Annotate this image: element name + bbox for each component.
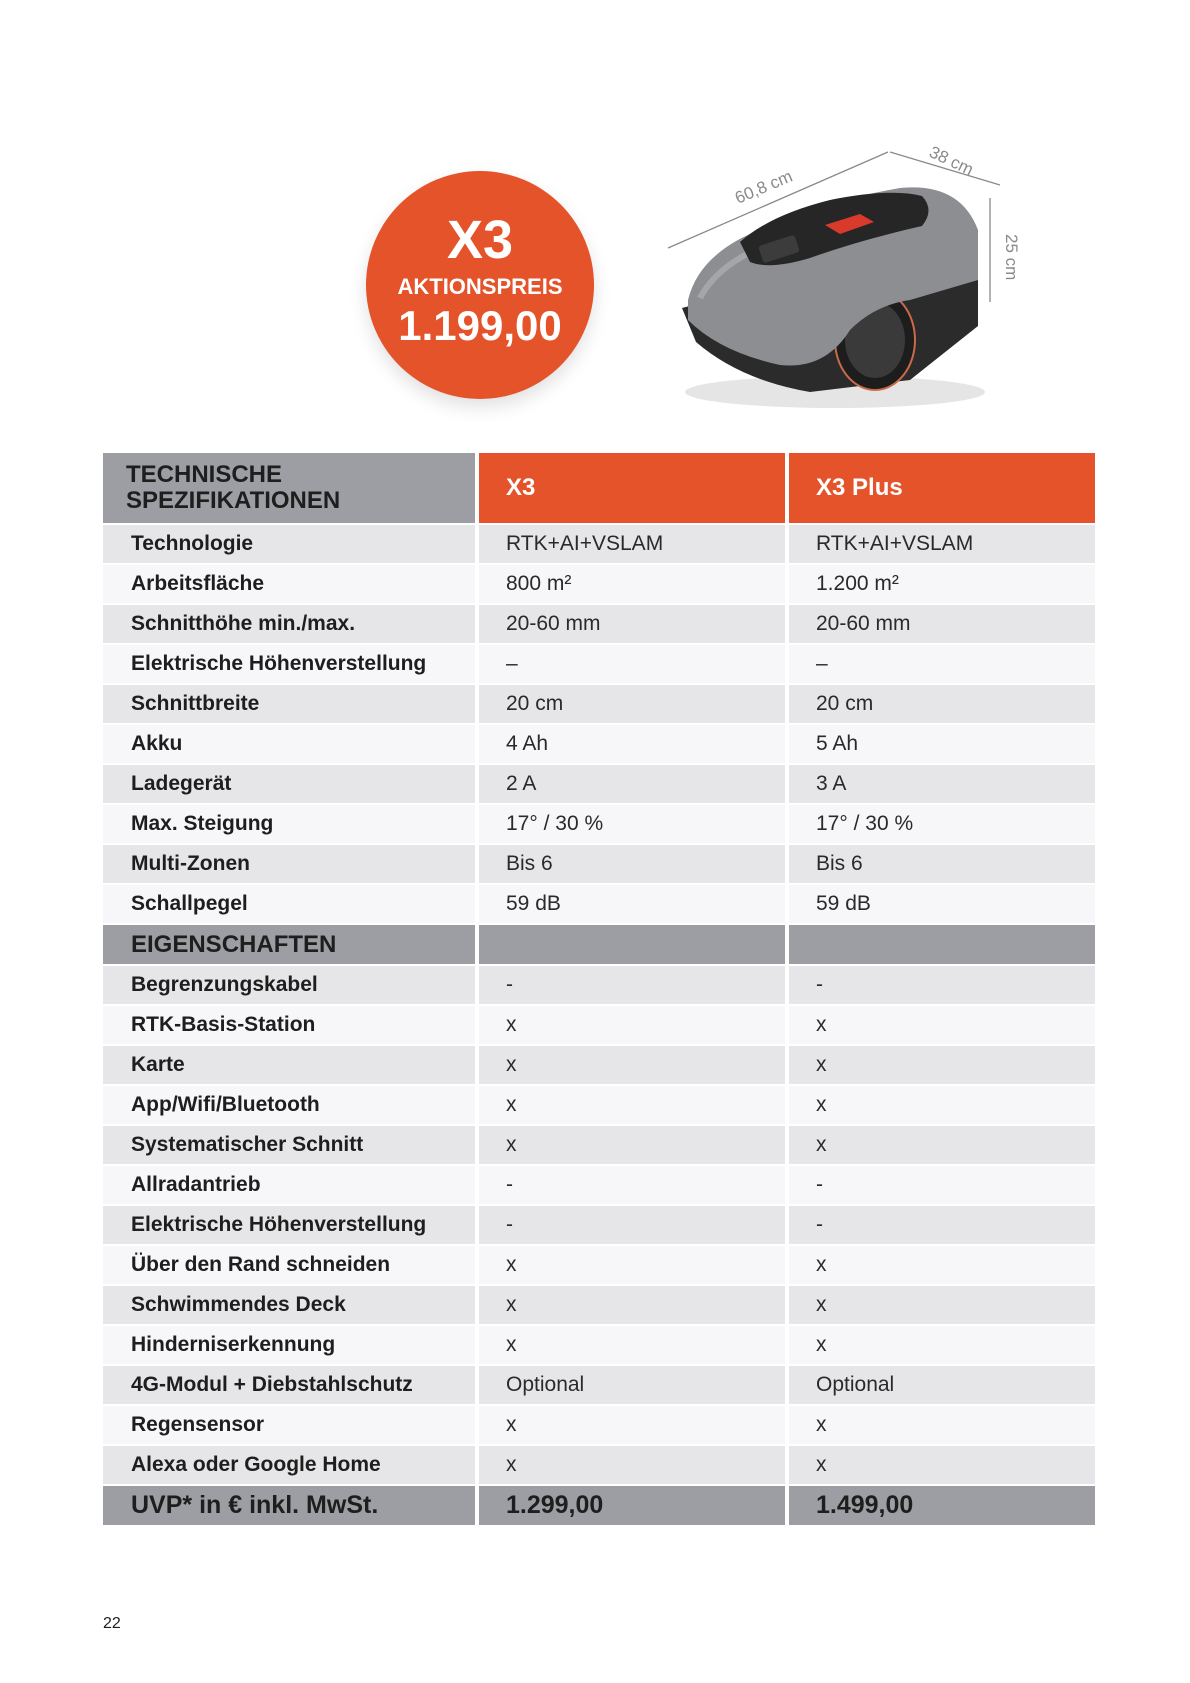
row-value-x3: x: [475, 1126, 785, 1166]
header-title: TECHNISCHE SPEZIFIKATIONEN: [103, 453, 475, 525]
row-label: App/Wifi/Bluetooth: [103, 1086, 475, 1126]
row-label: Elektrische Höhenverstellung: [103, 645, 475, 685]
table-row: [103, 1326, 1095, 1366]
table-row: [103, 966, 1095, 1006]
row-value-x3: RTK+AI+VSLAM: [475, 525, 785, 565]
table-row: [103, 1446, 1095, 1486]
row-value-x3-plus: -: [785, 966, 1095, 1006]
row-value-x3-plus: 20 cm: [785, 685, 1095, 725]
row-label: Multi-Zonen: [103, 845, 475, 885]
table-row: [103, 1286, 1095, 1326]
row-value-x3: x: [475, 1046, 785, 1086]
section-eigenschaften: [103, 925, 1095, 966]
badge-label: AKTIONSPREIS: [397, 274, 563, 299]
row-value-x3-plus: -: [785, 1166, 1095, 1206]
row-label: Schnitthöhe min./max.: [103, 605, 475, 645]
row-label: Max. Steigung: [103, 805, 475, 845]
table-row: [103, 605, 1095, 645]
row-value-x3-plus: 1.200 m²: [785, 565, 1095, 605]
table-row: [103, 725, 1095, 765]
row-value-x3-plus: -: [785, 1206, 1095, 1246]
section-empty-cell: [475, 925, 785, 966]
table-row: [103, 1166, 1095, 1206]
row-label: Schallpegel: [103, 885, 475, 925]
row-label: Karte: [103, 1046, 475, 1086]
section-title: EIGENSCHAFTEN: [103, 925, 475, 966]
row-value-x3: x: [475, 1286, 785, 1326]
table-row: [103, 1206, 1095, 1246]
table-row: [103, 1366, 1095, 1406]
row-value-x3-plus: 59 dB: [785, 885, 1095, 925]
table-row: [103, 565, 1095, 605]
row-label: Schnittbreite: [103, 685, 475, 725]
total-row: [103, 1486, 1095, 1527]
table-row: [103, 525, 1095, 565]
height-dimension-label: 25 cm: [1002, 234, 1021, 281]
table-row: [103, 1046, 1095, 1086]
row-label: Technologie: [103, 525, 475, 565]
row-value-x3-plus: 17° / 30 %: [785, 805, 1095, 845]
row-value-x3-plus: x: [785, 1446, 1095, 1486]
row-value-x3-plus: 20-60 mm: [785, 605, 1095, 645]
row-label: Arbeitsfläche: [103, 565, 475, 605]
row-value-x3-plus: x: [785, 1246, 1095, 1286]
row-value-x3: 17° / 30 %: [475, 805, 785, 845]
table-row: [103, 765, 1095, 805]
row-value-x3-plus: x: [785, 1286, 1095, 1326]
row-value-x3-plus: Optional: [785, 1366, 1095, 1406]
table-row: [103, 1246, 1095, 1286]
table-header: [103, 453, 1095, 525]
row-value-x3: –: [475, 645, 785, 685]
spec-table: [103, 453, 1095, 1527]
row-label: Ladegerät: [103, 765, 475, 805]
total-label: UVP* in € inkl. MwSt.: [103, 1486, 475, 1527]
row-label: Alexa oder Google Home: [103, 1446, 475, 1486]
row-value-x3-plus: 5 Ah: [785, 725, 1095, 765]
row-value-x3: x: [475, 1446, 785, 1486]
row-value-x3: x: [475, 1406, 785, 1446]
table-row: [103, 685, 1095, 725]
row-label: Allradantrieb: [103, 1166, 475, 1206]
badge-model: X3: [446, 210, 514, 270]
row-value-x3: -: [475, 966, 785, 1006]
table-row: [103, 1126, 1095, 1166]
row-value-x3-plus: x: [785, 1326, 1095, 1366]
features-rows: [103, 966, 1095, 1486]
table-row: [103, 1086, 1095, 1126]
row-label: Hinderniserkennung: [103, 1326, 475, 1366]
mower-image: [660, 130, 1030, 430]
length-dimension-label: 60,8 cm: [732, 166, 796, 208]
row-value-x3: 4 Ah: [475, 725, 785, 765]
row-value-x3-plus: 3 A: [785, 765, 1095, 805]
row-value-x3: -: [475, 1166, 785, 1206]
row-label: RTK-Basis-Station: [103, 1006, 475, 1046]
row-label: Über den Rand schneiden: [103, 1246, 475, 1286]
row-value-x3: 59 dB: [475, 885, 785, 925]
row-value-x3: x: [475, 1246, 785, 1286]
table-row: [103, 805, 1095, 845]
row-label: Systematischer Schnitt: [103, 1126, 475, 1166]
table-row: [103, 1006, 1095, 1046]
table-row: [103, 845, 1095, 885]
width-dimension-label: 38 cm: [926, 142, 977, 180]
price-badge: [366, 171, 594, 399]
row-value-x3: -: [475, 1206, 785, 1246]
row-value-x3: Optional: [475, 1366, 785, 1406]
specs-rows: [103, 525, 1095, 925]
header-x3-plus: X3 Plus: [785, 453, 1095, 525]
row-label: Schwimmendes Deck: [103, 1286, 475, 1326]
row-value-x3-plus: RTK+AI+VSLAM: [785, 525, 1095, 565]
row-value-x3: 800 m²: [475, 565, 785, 605]
row-value-x3: 2 A: [475, 765, 785, 805]
total-x3-plus: 1.499,00: [785, 1486, 1095, 1527]
table-row: [103, 885, 1095, 925]
badge-price: 1.199,00: [398, 302, 562, 349]
row-label: Begrenzungskabel: [103, 966, 475, 1006]
row-label: Regensensor: [103, 1406, 475, 1446]
row-value-x3: x: [475, 1006, 785, 1046]
row-label: 4G-Modul + Diebstahlschutz: [103, 1366, 475, 1406]
row-value-x3: 20 cm: [475, 685, 785, 725]
section-empty-cell: [785, 925, 1095, 966]
header-x3: X3: [475, 453, 785, 525]
row-value-x3: x: [475, 1086, 785, 1126]
total-x3: 1.299,00: [475, 1486, 785, 1527]
row-value-x3-plus: x: [785, 1006, 1095, 1046]
table-row: [103, 645, 1095, 685]
row-label: Akku: [103, 725, 475, 765]
row-value-x3-plus: x: [785, 1046, 1095, 1086]
table-row: [103, 1406, 1095, 1446]
row-value-x3: x: [475, 1326, 785, 1366]
row-value-x3-plus: x: [785, 1126, 1095, 1166]
row-label: Elektrische Höhenverstellung: [103, 1206, 475, 1246]
row-value-x3-plus: x: [785, 1406, 1095, 1446]
row-value-x3: Bis 6: [475, 845, 785, 885]
page-number: 22: [103, 1615, 121, 1632]
row-value-x3-plus: Bis 6: [785, 845, 1095, 885]
row-value-x3-plus: –: [785, 645, 1095, 685]
row-value-x3-plus: x: [785, 1086, 1095, 1126]
row-value-x3: 20-60 mm: [475, 605, 785, 645]
